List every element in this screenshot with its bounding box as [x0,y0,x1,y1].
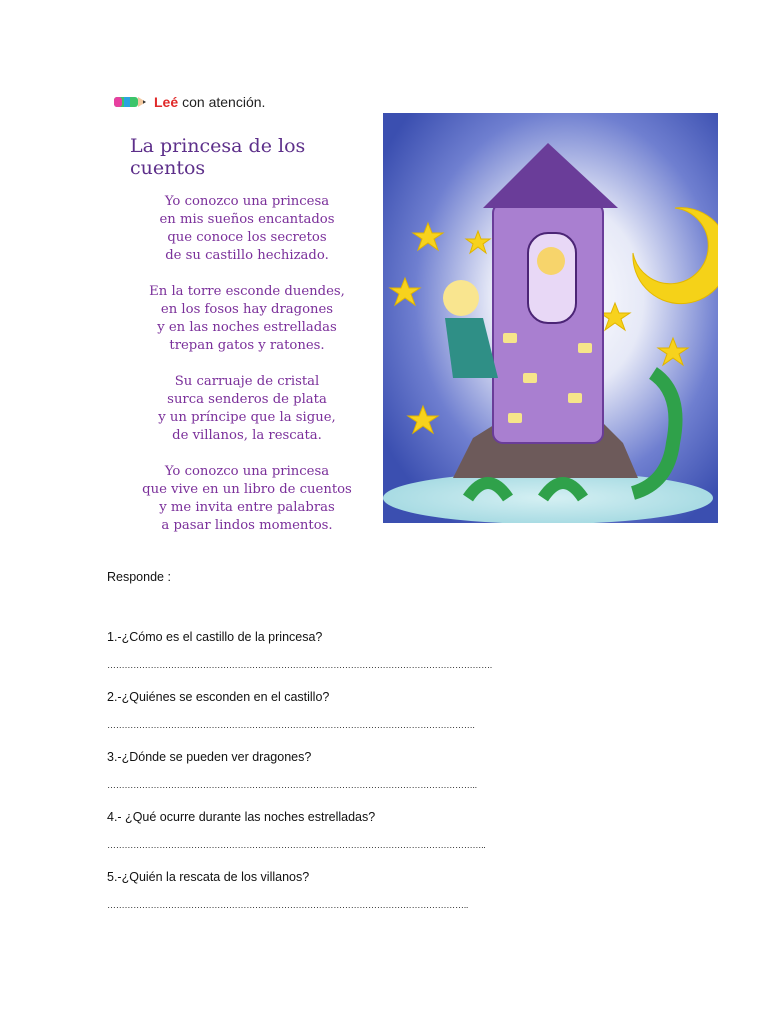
question-4: 4.- ¿Qué ocurre durante las noches estrelladas? [107,810,376,824]
poem-line: de villanos, la rescata. [172,428,322,443]
poem-line: trepan gatos y ratones. [169,338,325,353]
answer-line-4[interactable]: ………………………………………………………………………………………………………………….. [107,840,486,850]
prince-head [443,280,479,316]
answer-line-3[interactable]: ……………………………………………………………………………………………………………….. [107,780,477,790]
poem-line: surca senderos de plata [167,392,327,407]
poem-title: La princesa de los cuentos [130,135,306,179]
castle-illustration [383,113,718,523]
poem-line: que conoce los secretos [167,230,327,245]
stanza-2 [112,283,382,355]
question-1: 1.-¿Cómo es el castillo de la princesa? [107,630,323,644]
poem-line: Yo conozco una princesa [164,194,330,209]
princess-head [537,247,565,275]
responde-label: Responde : [107,570,171,584]
questions-section [107,570,627,930]
stanza-4 [112,463,382,535]
question-3: 3.-¿Dónde se pueden ver dragones? [107,750,312,764]
poem-line: en los fosos hay dragones [160,302,334,317]
poem-line: Su carruaje de cristal [174,374,320,389]
instruction-header [112,92,265,112]
stanza-1 [112,193,382,265]
question-2: 2.-¿Quiénes se esconden en el castillo? [107,690,330,704]
poem [112,135,382,553]
poem-line: y un príncipe que la sigue, [158,410,336,425]
answer-line-5[interactable]: …………………………………………………………………………………………………………….. [107,900,469,910]
poem-line: y me invita entre palabras [159,500,335,515]
stanza-3 [112,373,382,445]
poem-line: de su castillo hechizado. [165,248,329,263]
answer-line-2[interactable]: ………………………………………………………………………………………………………………. [107,720,475,730]
poem-line: que vive en un libro de cuentos [142,482,352,497]
question-5: 5.-¿Quién la rescata de los villanos? [107,870,310,884]
poem-line: y en las noches estrelladas [157,320,337,335]
instruction-text: con atención. [182,94,266,110]
pencil-icon [112,94,148,110]
tower-window [528,233,576,323]
poem-line: en mis sueños encantados [159,212,335,227]
poem-line: a pasar lindos momentos. [161,518,333,533]
poem-line: En la torre esconde duendes, [149,284,345,299]
answer-line-1[interactable]: ……………………………………………………………………………………………………………………. [107,660,493,670]
lee-label: Leé [154,94,179,110]
poem-line: Yo conozco una princesa [164,464,330,479]
